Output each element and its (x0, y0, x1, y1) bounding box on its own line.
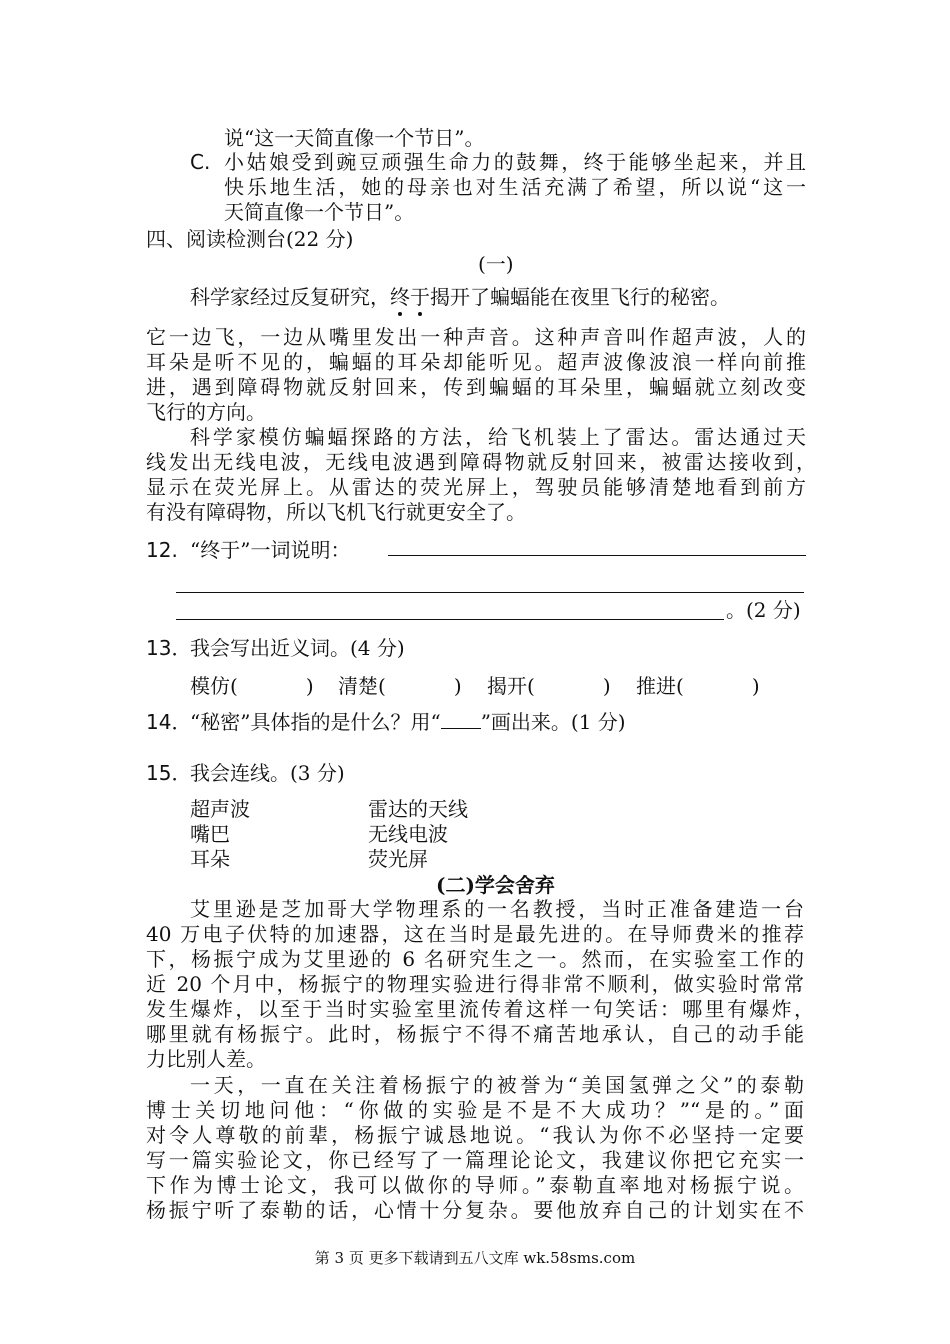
question-text: “终于”一词说明： (190, 538, 351, 562)
paragraph-line: 下作为博士论文，我可以做你的导师。”泰勒直率地对杨振宁说。 (146, 1173, 804, 1197)
section-title: 四、阅读检测台(22 分) (146, 227, 354, 251)
paragraph-line: 哪里就有杨振宁。此时，杨振宁不得不痛苦地承认，自己的动手能 (146, 1022, 804, 1046)
paragraph-line: 对令人尊敬的前辈，杨振宁诚恳地说。“我认为你不必坚持一定要 (146, 1123, 804, 1147)
paragraph-line: 显示在荧光屏上。从雷达的荧光屏上，驾驶员能够清楚地看到前方 (146, 475, 806, 499)
question-text: 我会写出近义词。(4 分) (190, 636, 405, 660)
paragraph-line: 一天，一直在关注着杨振宁的被誉为“美国氢弹之父”的泰勒 (190, 1073, 804, 1097)
paragraph-line: 线发出无线电波，无线电波遇到障碍物就反射回来，被雷达接收到， (146, 450, 816, 474)
passage-title: (一) (478, 252, 514, 276)
paragraph-line: 博士关切地问他：“你做的实验是不是不大成功？”“是的。”面 (146, 1098, 804, 1122)
question-number: 13． (146, 636, 192, 660)
paragraph-line: 发生爆炸，以至于当时实验室里流传着这样一句笑话：哪里有爆炸， (146, 997, 814, 1021)
passage-title: (二)学会舍弃 (436, 873, 555, 897)
paragraph-line: 进，遇到障碍物就反射回来，传到蝙蝠的耳朵里，蝙蝠就立刻改变 (146, 375, 806, 399)
page-footer: 第 3 页 更多下载请到五八文库 wk.58sms.com (314, 1249, 636, 1267)
option-c-label: C. (190, 150, 211, 174)
paragraph-line: 科学家经过反复研究，终于揭开了蝙蝠能在夜里飞行的秘密。 (190, 285, 730, 309)
question-number: 12. (146, 538, 178, 562)
question-text: “秘密”具体指的是什么？用“ ”画出来。(1 分) (190, 710, 626, 734)
underline-sample (441, 710, 481, 729)
option-c-line: 小姑娘受到豌豆顽强生命力的鼓舞，终于能够坐起来，并且 (224, 150, 806, 174)
paragraph-line: 它一边飞，一边从嘴里发出一种声音。这种声音叫作超声波，人的 (146, 325, 806, 349)
paragraph-line: 40 万电子伏特的加速器，这在当时是最先进的。在导师费米的推荐 (146, 922, 804, 946)
match-left-item[interactable]: 嘴巴 (190, 822, 230, 846)
paragraph-line: 科学家模仿蝙蝠探路的方法，给飞机装上了雷达。雷达通过天 (190, 425, 806, 449)
answer-line[interactable] (388, 555, 806, 556)
paragraph-line: 下，杨振宁成为艾里逊的 6 名研究生之一。然而，在实验室工作的 (146, 947, 804, 971)
match-right-item[interactable]: 无线电波 (368, 822, 448, 846)
question-text: 我会连线。(3 分) (190, 761, 345, 785)
emphasis-dot-char: 终 (390, 285, 410, 309)
paragraph-line: 有没有障碍物，所以飞机飞行就更安全了。 (146, 500, 526, 524)
match-left-item[interactable]: 耳朵 (190, 847, 230, 871)
question-number: 15． (146, 761, 192, 785)
synonym-item[interactable]: 模仿( ) (190, 674, 314, 698)
paragraph-line: 艾里逊是芝加哥大学物理系的一名教授，当时正准备建造一台 (190, 897, 804, 921)
synonym-item[interactable]: 推进( ) (636, 674, 760, 698)
match-right-item[interactable]: 雷达的天线 (368, 797, 468, 821)
option-b-tail: 说“这一天简直像一个节日”。 (224, 126, 485, 150)
answer-line[interactable] (176, 592, 804, 593)
question-number: 14． (146, 710, 192, 734)
paragraph-line: 飞行的方向。 (146, 400, 266, 424)
synonym-item[interactable]: 揭开( ) (487, 674, 611, 698)
option-c-line: 天简直像一个节日”。 (224, 200, 415, 224)
match-right-item[interactable]: 荧光屏 (368, 847, 428, 871)
score: 。(2 分) (726, 598, 801, 622)
emphasis-dot-char: 于 (410, 285, 430, 309)
option-c-line: 快乐地生活，她的母亲也对生活充满了希望，所以说“这一 (224, 175, 806, 199)
paragraph-line: 力比别人差。 (146, 1047, 266, 1071)
synonym-item[interactable]: 清楚( ) (338, 674, 462, 698)
paragraph-line: 近 20 个月中，杨振宁的物理实验进行得非常不顺利，做实验时常常 (146, 972, 804, 996)
answer-line[interactable] (176, 619, 724, 620)
paragraph-line: 写一篇实验论文，你已经写了一篇理论论文，我建议你把它充实一 (146, 1148, 804, 1172)
paragraph-line: 耳朵是听不见的，蝙蝠的耳朵却能听见。超声波像波浪一样向前推 (146, 350, 806, 374)
paragraph-line: 杨振宁听了泰勒的话，心情十分复杂。要他放弃自己的计划实在不 (146, 1198, 804, 1222)
match-left-item[interactable]: 超声波 (190, 797, 250, 821)
